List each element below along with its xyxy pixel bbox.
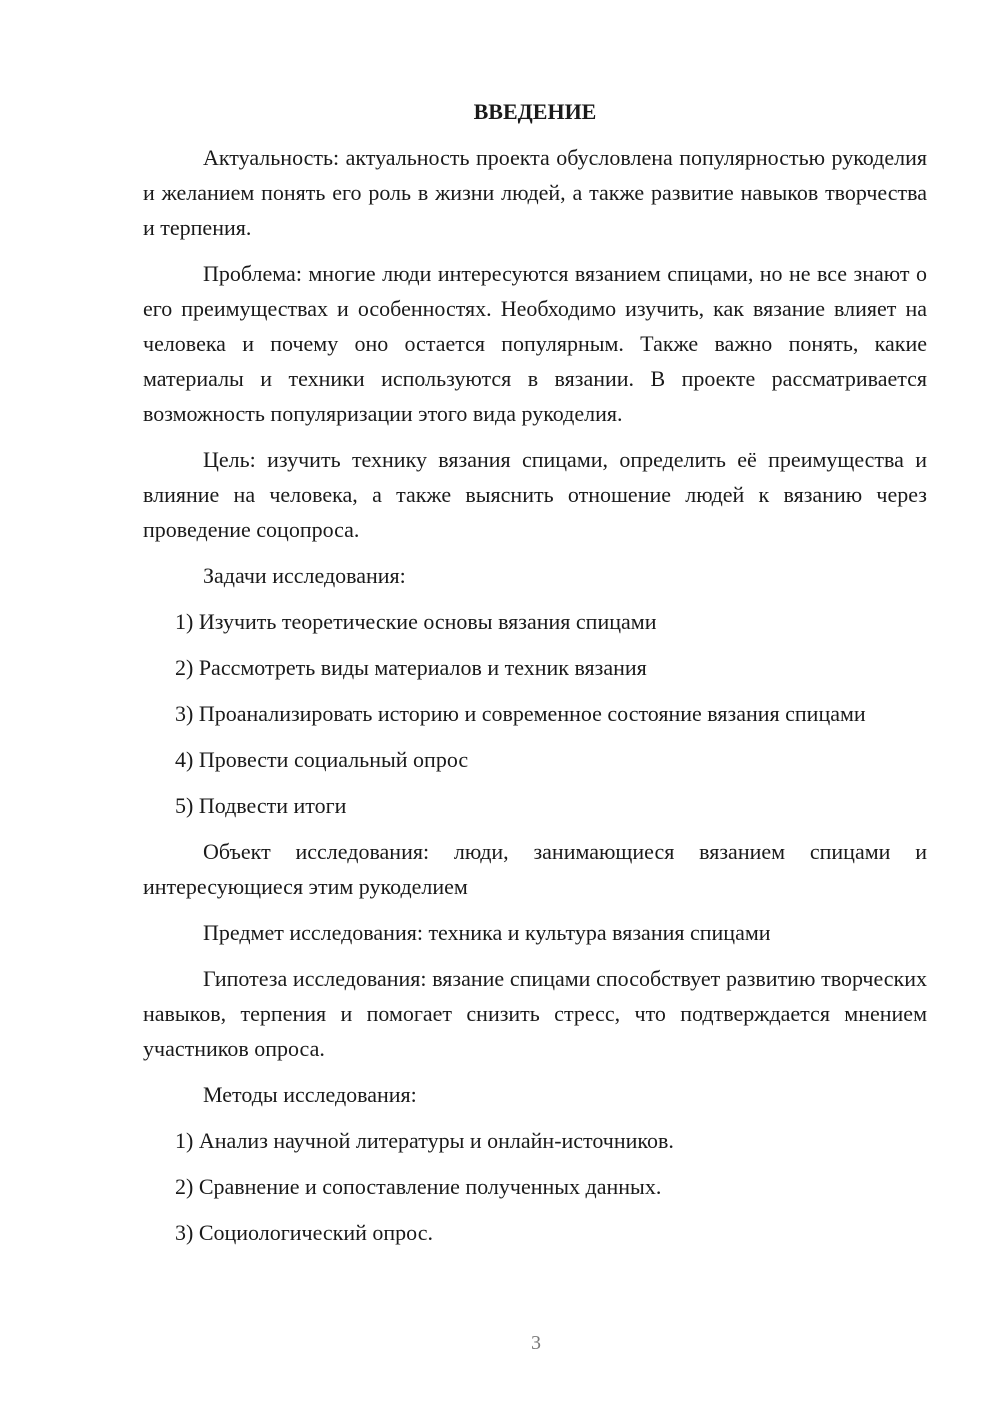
goal-paragraph: Цель: изучить технику вязания спицами, определить её преимущества и влияние на человека, а также выяснить отношение людей к вязанию через проведение соцопроса. (143, 447, 927, 542)
object-paragraph: Объект исследования: люди, занимающиеся вязанием спицами и интересующиеся этим рукоделием (143, 839, 927, 899)
page-content (143, 94, 927, 1261)
task-item: 4) Провести социальный опрос (175, 747, 469, 772)
tasks-heading: Задачи исследования: (203, 563, 406, 588)
methods-heading: Методы исследования: (203, 1082, 417, 1107)
relevance-paragraph: Актуальность: актуальность проекта обусловлена популярностью рукоделия и желанием понять его роль в жизни людей, а также развитие навыков творчества и терпения. (143, 145, 927, 240)
subject-paragraph: Предмет исследования: техника и культура вязания спицами (203, 920, 771, 945)
task-item: 5) Подвести итоги (175, 793, 347, 818)
page-number: 3 (531, 1332, 541, 1354)
task-item: 3) Проанализировать историю и современное состояние вязания спицами (175, 701, 866, 726)
problem-paragraph: Проблема: многие люди интересуются вязанием спицами, но не все знают о его преимуществах и особенностях. Необходимо изучить, как вязание влияет на человека и почему оно остается популярным. Также важно понять, какие материалы и техники используются в вязании. В проекте рассматривается возможность популяризации этого вида рукоделия. (143, 261, 927, 426)
method-item: 3) Социологический опрос. (175, 1220, 433, 1245)
method-item: 2) Сравнение и сопоставление полученных данных. (175, 1174, 662, 1199)
page-title: ВВЕДЕНИЕ (473, 99, 597, 124)
method-item: 1) Анализ научной литературы и онлайн-источников. (175, 1128, 674, 1153)
task-item: 1) Изучить теоретические основы вязания спицами (175, 609, 657, 634)
hypothesis-paragraph: Гипотеза исследования: вязание спицами способствует развитию творческих навыков, терпения и помогает снизить стресс, что подтверждается мнением участников опроса. (143, 966, 927, 1061)
task-item: 2) Рассмотреть виды материалов и техник вязания (175, 655, 647, 680)
